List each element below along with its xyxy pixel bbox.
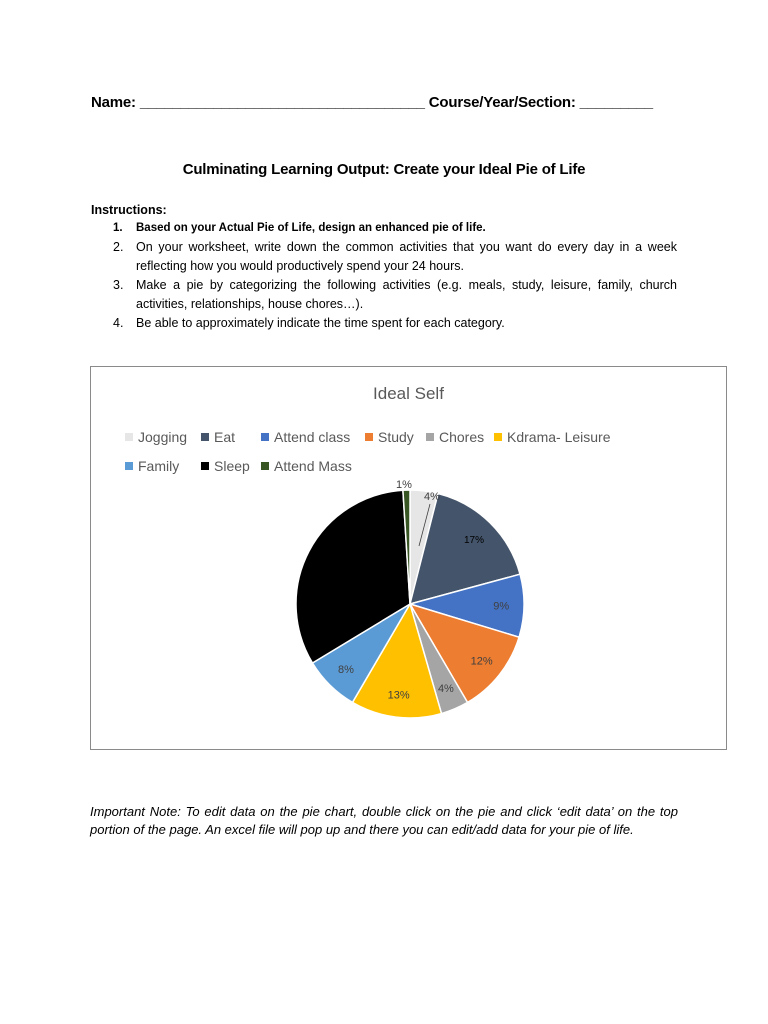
instruction-text: On your worksheet, write down the common activities that you want do every day in a week reflecting how you would productively spend your 24 hours. bbox=[136, 240, 677, 273]
instruction-item bbox=[91, 238, 677, 276]
instruction-item bbox=[91, 219, 677, 238]
legend-label: Attend class bbox=[274, 429, 351, 445]
pie-data-label: 13% bbox=[387, 689, 410, 702]
pie-data-label: 8% bbox=[338, 664, 354, 676]
legend-label: Sleep bbox=[214, 458, 250, 474]
legend-label: Chores bbox=[439, 429, 485, 445]
important-note: Important Note: To edit data on the pie chart, double click on the pie and click ‘edit data’ on the top portion of the page. An excel file will pop up and there you can edit/add data for your pie of life. bbox=[90, 804, 678, 837]
instruction-number: 4. bbox=[113, 316, 124, 330]
instruction-number: 2. bbox=[113, 240, 124, 254]
instructions-list bbox=[91, 219, 677, 333]
chart-title: Ideal Self bbox=[373, 384, 444, 403]
name-label: Name: bbox=[91, 94, 136, 111]
pie-data-label: 1% bbox=[396, 479, 412, 491]
pie-data-label: 4% bbox=[424, 491, 440, 503]
legend-label: Study bbox=[378, 429, 414, 445]
instruction-item bbox=[91, 276, 677, 314]
legend-label: Kdrama- Leisure bbox=[507, 429, 611, 445]
pie-data-label: 9% bbox=[493, 600, 510, 613]
legend-label: Eat bbox=[214, 429, 236, 445]
pie-data-label: 12% bbox=[470, 655, 493, 668]
instruction-text: Be able to approximately indicate the time spent for each category. bbox=[136, 316, 505, 330]
name-blank[interactable]: ___________________________________ bbox=[139, 94, 425, 111]
legend-label: Family bbox=[138, 458, 180, 474]
pie-data-label: 4% bbox=[437, 682, 454, 695]
course-label: Course/Year/Section: bbox=[428, 94, 576, 111]
course-blank[interactable]: _________ bbox=[579, 94, 653, 111]
name-course-line bbox=[91, 94, 691, 111]
document-title: Culminating Learning Output: Create your Ideal Pie of Life bbox=[182, 161, 586, 178]
pie-data-label: 17% bbox=[463, 535, 485, 546]
instruction-text: Make a pie by categorizing the following activities (e.g. meals, study, leisure, family, church activities, relationships, house chores…). bbox=[136, 278, 677, 311]
instruction-item bbox=[91, 314, 677, 333]
instructions-heading: Instructions: bbox=[91, 203, 167, 217]
pie-chart[interactable] bbox=[90, 366, 727, 750]
instruction-number: 1. bbox=[113, 222, 123, 234]
legend-label: Attend Mass bbox=[274, 458, 352, 474]
legend-label: Jogging bbox=[138, 429, 188, 445]
instruction-text: Based on your Actual Pie of Life, design an enhanced pie of life. bbox=[136, 222, 486, 234]
instruction-number: 3. bbox=[113, 278, 124, 292]
pie-plot-area bbox=[91, 367, 726, 749]
